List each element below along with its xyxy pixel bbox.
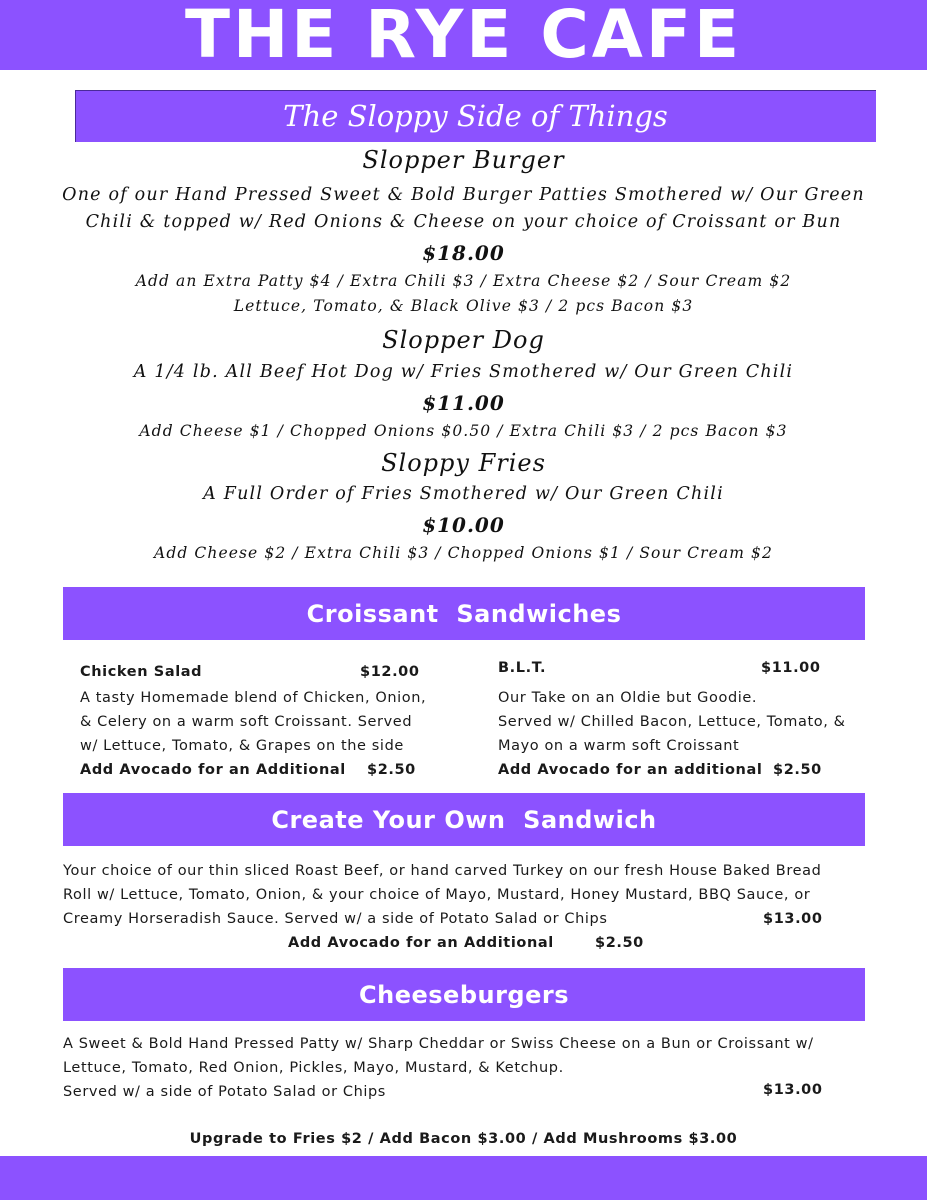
croissant-section-banner [63,587,865,640]
create-your-own-addon-price: $2.50 [595,935,644,951]
create-your-own-section-banner [63,793,865,846]
footer-bar [0,1156,927,1200]
chicken-salad-desc-3: w/ Lettuce, Tomato, & Grapes on the side [80,738,404,754]
cheeseburgers-price: $13.00 [763,1082,823,1098]
blt-desc-1: Our Take on an Oldie but Goodie. [498,690,758,706]
slopper-dog-addons: Add Cheese $1 / Chopped Onions $0.50 / Extra Chili $3 / 2 pcs Bacon $3 [139,422,788,440]
slopper-burger-desc-2: Chili & topped w/ Red Onions & Cheese on your choice of Croissant or Bun [85,212,842,232]
cheeseburgers-upgrades: Upgrade to Fries $2 / Add Bacon $3.00 / Add Mushrooms $3.00 [189,1131,738,1147]
sloppy-fries-price: $10.00 [422,513,505,537]
cheeseburgers-desc-2: Lettuce, Tomato, Red Onion, Pickles, Mayo, Mustard, & Ketchup. [63,1060,564,1076]
blt-desc-2: Served w/ Chilled Bacon, Lettuce, Tomato, & [498,714,846,730]
blt-name: B.L.T. [498,660,547,676]
cheeseburgers-desc-1: A Sweet & Bold Hand Pressed Patty w/ Sharp Cheddar or Swiss Cheese on a Bun or Croissant w/ [63,1036,814,1052]
chicken-salad-desc-1: A tasty Homemade blend of Chicken, Onion, [80,690,427,706]
croissant-section-title: Croissant Sandwiches [306,599,622,628]
chicken-salad-addon-label: Add Avocado for an Additional [80,762,346,778]
cheeseburgers-section-banner [63,968,865,1021]
create-your-own-price: $13.00 [763,911,823,927]
blt-price: $11.00 [761,660,821,676]
create-your-own-addon-label: Add Avocado for an Additional [288,935,554,951]
slopper-burger-addons-1: Add an Extra Patty $4 / Extra Chili $3 / Extra Cheese $2 / Sour Cream $2 [135,272,792,290]
blt-addon-price: $2.50 [773,762,822,778]
sloppy-fries-desc: A Full Order of Fries Smothered w/ Our Green Chili [203,484,724,504]
slopper-burger-price: $18.00 [422,241,505,265]
slopper-dog-price: $11.00 [422,391,505,415]
slopper-burger-title: Slopper Burger [362,146,565,174]
slopper-burger-addons-2: Lettuce, Tomato, & Black Olive $3 / 2 pcs Bacon $3 [233,297,694,315]
cheeseburgers-desc-3: Served w/ a side of Potato Salad or Chips [63,1084,386,1100]
cafe-title: THE RYE CAFE [184,0,743,73]
chicken-salad-addon-price: $2.50 [367,762,416,778]
slopper-burger-desc-1: One of our Hand Pressed Sweet & Bold Burger Patties Smothered w/ Our Green [62,185,865,205]
blt-desc-3: Mayo on a warm soft Croissant [498,738,740,754]
chicken-salad-desc-2: & Celery on a warm soft Croissant. Served [80,714,413,730]
blt-addon-label: Add Avocado for an additional [498,762,763,778]
create-your-own-desc-1: Your choice of our thin sliced Roast Beef, or hand carved Turkey on our fresh House Baked Bread [63,863,822,879]
sloppy-section-title: The Sloppy Side of Things [283,99,668,133]
sloppy-fries-addons: Add Cheese $2 / Extra Chili $3 / Chopped Onions $1 / Sour Cream $2 [154,544,773,562]
create-your-own-desc-3: Creamy Horseradish Sauce. Served w/ a side of Potato Salad or Chips [63,911,608,927]
sloppy-fries-title: Sloppy Fries [381,449,546,477]
create-your-own-desc-2: Roll w/ Lettuce, Tomato, Onion, & your choice of Mayo, Mustard, Honey Mustard, BBQ Sauce, or [63,887,811,903]
slopper-dog-desc: A 1/4 lb. All Beef Hot Dog w/ Fries Smothered w/ Our Green Chili [133,362,794,382]
chicken-salad-price: $12.00 [360,664,420,680]
slopper-dog-title: Slopper Dog [382,326,545,354]
cheeseburgers-section-title: Cheeseburgers [359,980,569,1009]
chicken-salad-name: Chicken Salad [80,664,203,680]
header-banner [0,0,927,73]
sloppy-section-banner [75,90,876,142]
create-your-own-section-title: Create Your Own Sandwich [271,805,657,834]
